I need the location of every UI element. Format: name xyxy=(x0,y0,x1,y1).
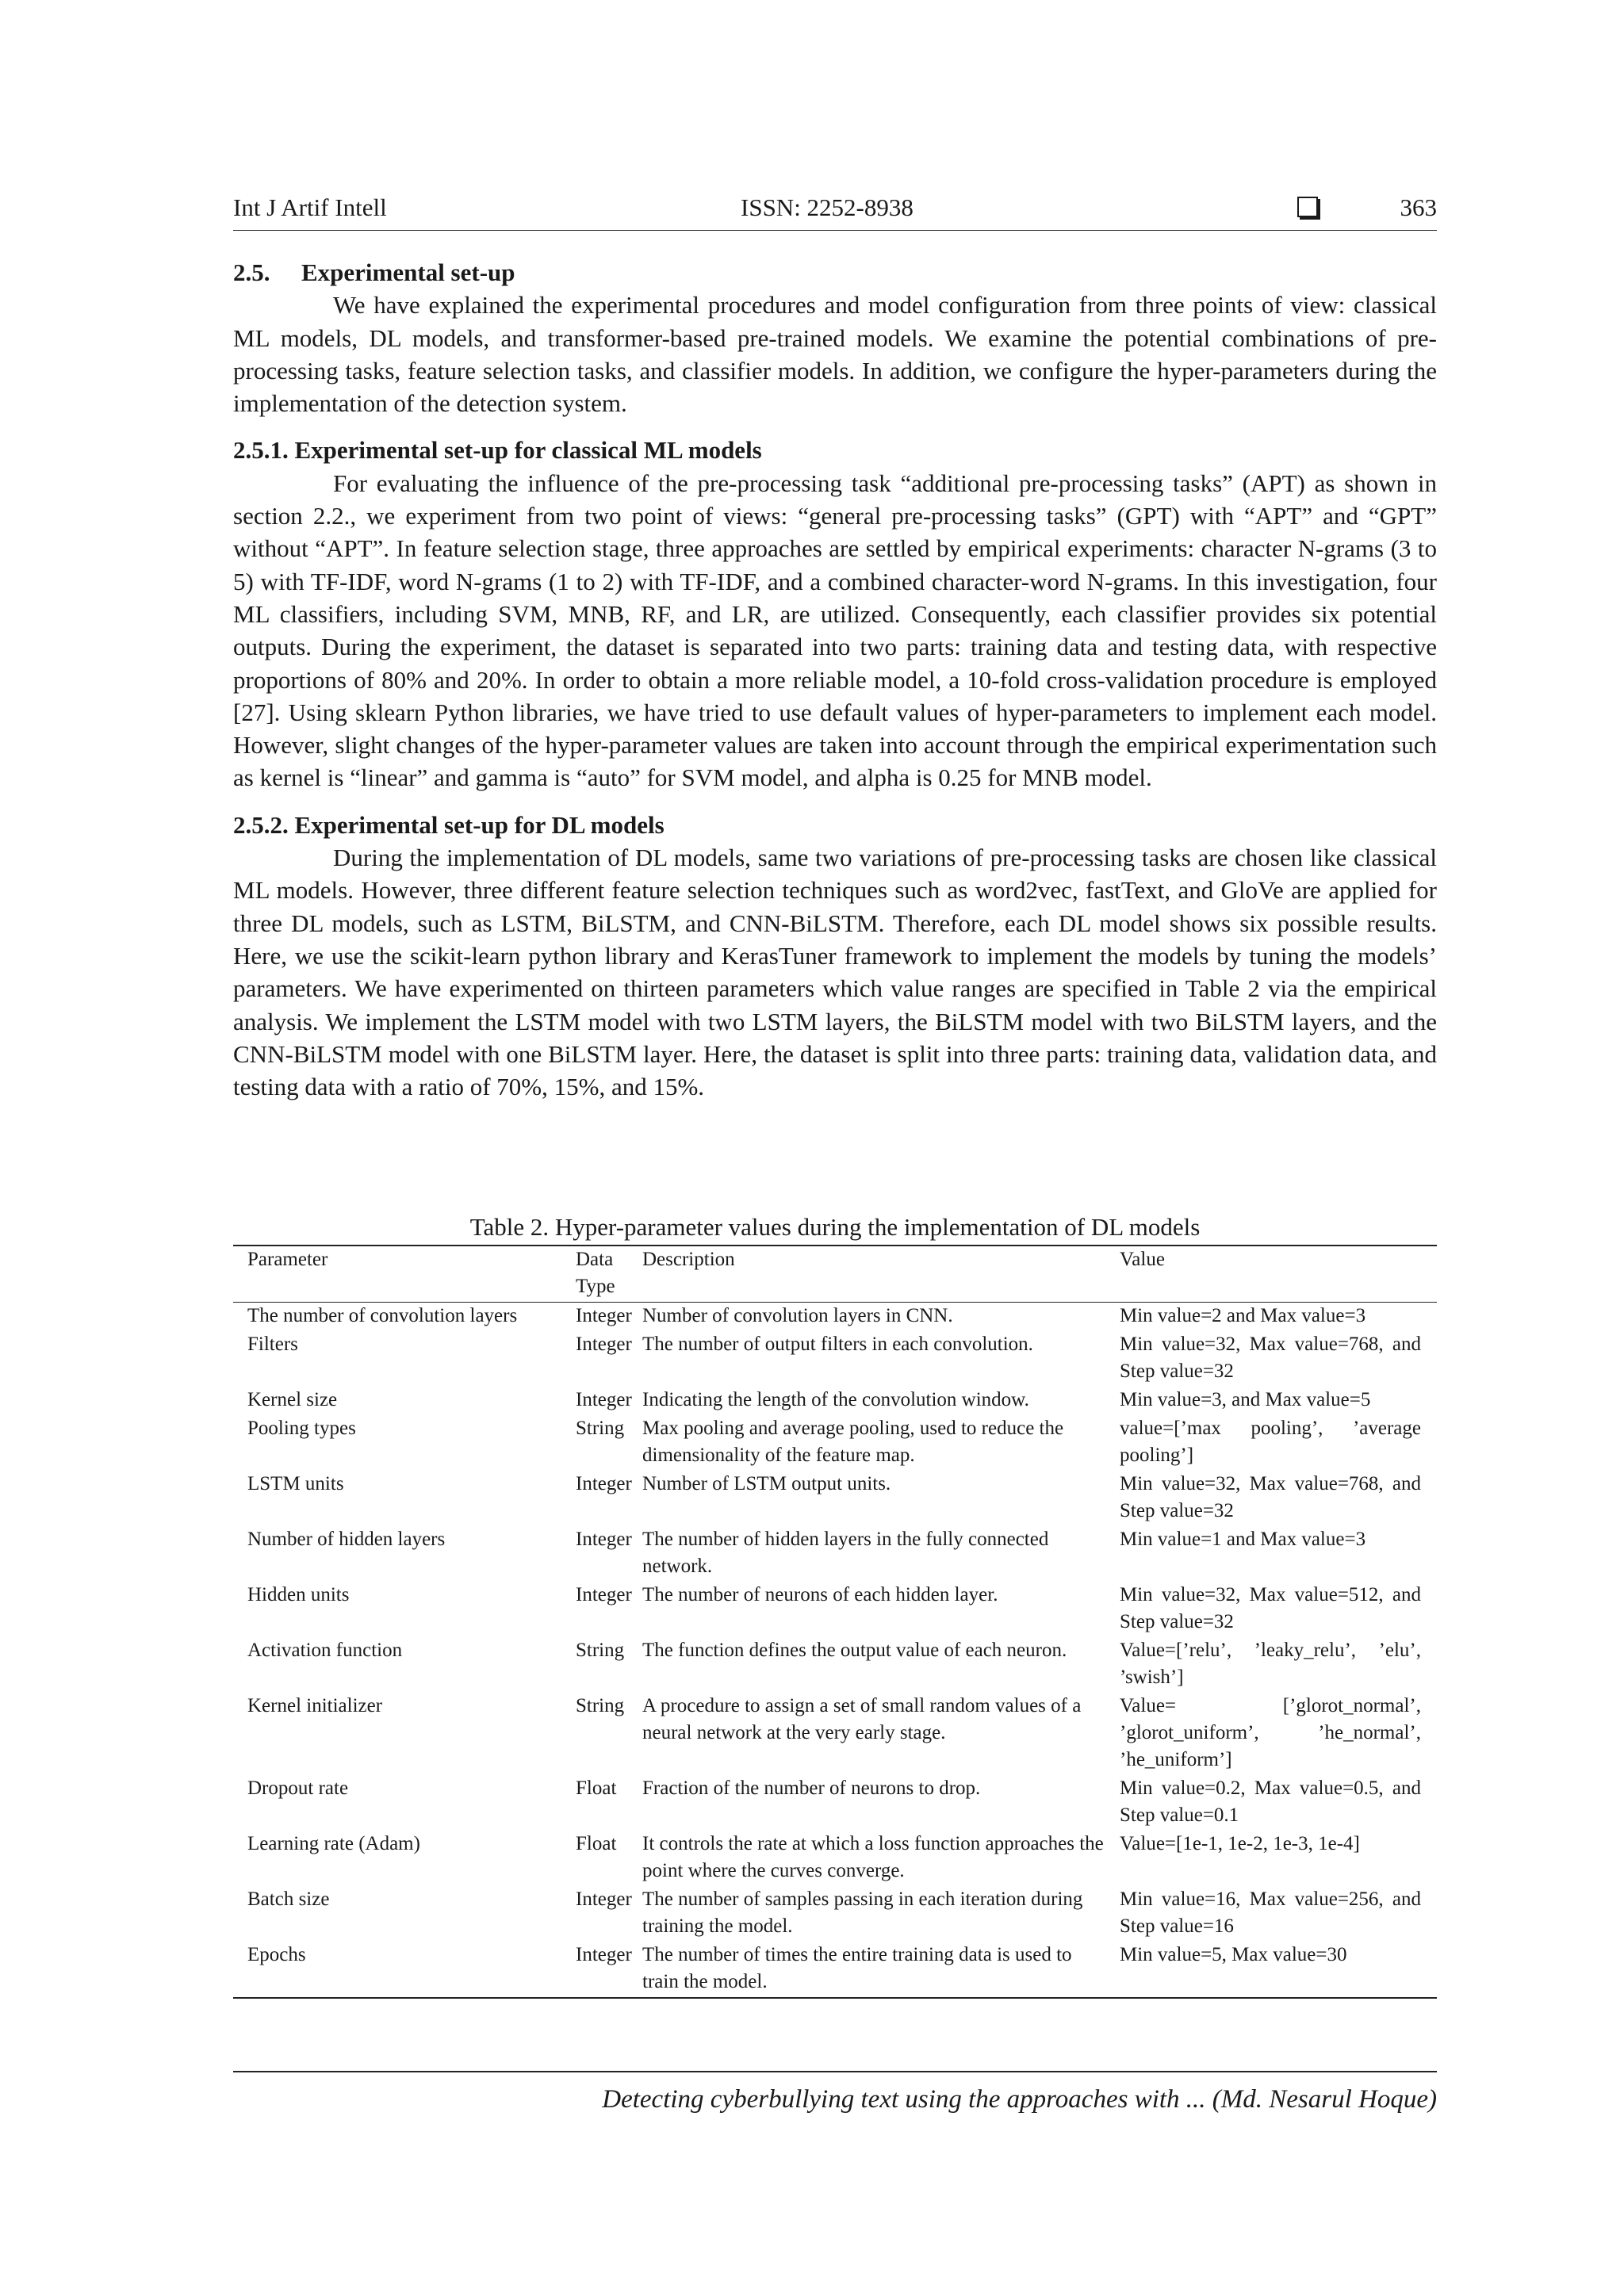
cell-data-type: String xyxy=(576,1695,625,1716)
subsection2-paragraph: During the implementation of DL models, same two variations of pre-processing tasks are chosen like classical ML models. However, three different feature selection techniques such as word2vec, fastText, and GloVe are applied for three DL models, such as LSTM, BiLSTM, and CNN-BiLSTM. Therefore, each DL model shows six possible results. Here, we use the scikit-learn python library and KerasTuner framework to implement the models by tuning the models’ parameters. We have experimented on thirteen parameters which value ranges are specified in Table 2 via the empirical analysis. We implement the LSTM model with two LSTM layers, the BiLSTM model with two BiLSTM layers, and the CNN-BiLSTM model with one BiLSTM layer. Here, the dataset is split into three parts: training data, validation data, and testing data with a ratio of 70%, 15%, and 15%. xyxy=(233,844,1437,1101)
cell-value: Min value=32, Max value=768, and Step value=32 xyxy=(1120,1334,1421,1382)
cell-parameter: Batch size xyxy=(247,1888,330,1910)
cell-value: Min value=32, Max value=768, and Step value=32 xyxy=(1120,1473,1421,1521)
cell-data-type: Integer xyxy=(576,1389,632,1410)
table-row xyxy=(233,1637,1437,1693)
table-header-row xyxy=(233,1246,1437,1303)
cell-data-type: Integer xyxy=(576,1473,632,1494)
cell-description: The function defines the output value of each neuron. xyxy=(642,1640,1067,1661)
page-number: 363 xyxy=(1400,193,1437,221)
cell-description: Number of convolution layers in CNN. xyxy=(642,1305,953,1326)
cell-data-type: Float xyxy=(576,1777,617,1799)
table-2 xyxy=(233,1211,1437,1999)
cell-data-type: Float xyxy=(576,1833,617,1854)
table-row xyxy=(233,1331,1437,1387)
table-row xyxy=(233,1831,1437,1886)
table-row xyxy=(233,1303,1437,1332)
cell-value: Value= [’glorot_normal’, ’glorot_uniform’, ’he_normal’, ’he_uniform’] xyxy=(1120,1695,1421,1770)
cell-description: Indicating the length of the convolution window. xyxy=(642,1389,1029,1410)
subsection1-heading: 2.5.1. Experimental set-up for classical ML models xyxy=(233,436,762,465)
subsection1-paragraph: For evaluating the influence of the pre-processing task “additional pre-processing tasks” (APT) as shown in section 2.2., we experiment from two point of views: “general pre-processing tasks” (GPT) with “APT” and “GPT” without “APT”. In feature selection stage, three approaches are settled by empirical experiments: character N-grams (3 to 5) with TF-IDF, word N-grams (1 to 2) with TF-IDF, and a combined character-word N-grams. In this investigation, four ML classifiers, including SVM, MNB, RF, and LR, are utilized. Consequently, each classifier provides six potential outputs. During the experiment, the dataset is separated into two parts: training data and testing data, with respective proportions of 80% and 20%. In order to obtain a more reliable model, a 10-fold cross-validation procedure is employed [27]. Using sklearn Python libraries, we have tried to use default values of hyper-parameters to implement each model. However, slight changes of the hyper-parameter values are taken into account through the empirical experimentation such as kernel is “linear” and gamma is “auto” for SVM model, and alpha is 0.25 for MNB model. xyxy=(233,469,1437,792)
running-header xyxy=(233,190,1437,225)
cell-description: The number of output filters in each convolution. xyxy=(642,1334,1033,1355)
cell-value: Min value=0.2, Max value=0.5, and Step value=0.1 xyxy=(1120,1777,1421,1826)
cell-description: Max pooling and average pooling, used to reduce the dimensionality of the feature map. xyxy=(642,1418,1064,1466)
cell-description: The number of hidden layers in the fully connected network. xyxy=(642,1529,1049,1577)
cell-data-type: Integer xyxy=(576,1529,632,1550)
footer-rule xyxy=(233,2071,1437,2072)
cell-parameter: Activation function xyxy=(247,1640,403,1661)
subsection2-heading: 2.5.2. Experimental set-up for DL models xyxy=(233,810,665,839)
table-row xyxy=(233,1775,1437,1831)
cell-data-type: Integer xyxy=(576,1305,632,1326)
cell-value: Min value=3, and Max value=5 xyxy=(1120,1389,1371,1410)
cell-data-type: Integer xyxy=(576,1888,632,1910)
cell-description: The number of samples passing in each iteration during training the model. xyxy=(642,1888,1083,1937)
cell-description: The number of neurons of each hidden layer. xyxy=(642,1584,998,1605)
cell-parameter: LSTM units xyxy=(247,1473,344,1494)
cell-data-type: Integer xyxy=(576,1584,632,1605)
cell-value: Min value=2 and Max value=3 xyxy=(1120,1305,1366,1326)
section-title: Experimental set-up xyxy=(301,258,515,286)
cell-value: Min value=16, Max value=256, and Step value=16 xyxy=(1120,1888,1421,1937)
cell-parameter: Learning rate (Adam) xyxy=(247,1833,420,1854)
header-value: Value xyxy=(1120,1249,1165,1270)
cell-description: Number of LSTM output units. xyxy=(642,1473,891,1494)
table-row xyxy=(233,1471,1437,1526)
cell-parameter: Pooling types xyxy=(247,1418,356,1439)
cell-parameter: Dropout rate xyxy=(247,1777,349,1799)
cell-description: A procedure to assign a set of small random values of a neural network at the very early stage. xyxy=(642,1695,1082,1743)
issn: ISSN: 2252-8938 xyxy=(741,193,914,221)
table-row xyxy=(233,1582,1437,1637)
cell-description: Fraction of the number of neurons to drop. xyxy=(642,1777,981,1799)
cell-data-type: String xyxy=(576,1418,625,1439)
cell-value: Value=[’relu’, ’leaky_relu’, ’elu’, ’swish’] xyxy=(1120,1640,1421,1688)
table-row xyxy=(233,1387,1437,1415)
table-row xyxy=(233,1526,1437,1582)
header-description: Description xyxy=(642,1249,735,1270)
cell-data-type: String xyxy=(576,1640,625,1661)
cell-parameter: The number of convolution layers xyxy=(247,1305,518,1326)
table-row xyxy=(233,1886,1437,1942)
cell-parameter: Filters xyxy=(247,1334,298,1355)
section-number: 2.5. xyxy=(233,258,270,286)
cell-parameter: Kernel initializer xyxy=(247,1695,383,1716)
cell-data-type: Integer xyxy=(576,1944,632,1965)
header-parameter: Parameter xyxy=(247,1249,328,1270)
cell-parameter: Hidden units xyxy=(247,1584,350,1605)
table-caption: Table 2. Hyper-parameter values during the implementation of DL models xyxy=(469,1213,1201,1241)
hyperparameter-table xyxy=(233,1245,1437,1999)
cell-value: Min value=5, Max value=30 xyxy=(1120,1944,1347,1965)
table-row xyxy=(233,1942,1437,1998)
table-row xyxy=(233,1693,1437,1775)
cell-parameter: Epochs xyxy=(247,1944,306,1965)
body-text xyxy=(233,256,1437,1103)
cell-value: Min value=32, Max value=512, and Step value=32 xyxy=(1120,1584,1421,1632)
cell-parameter: Kernel size xyxy=(247,1389,338,1410)
journal-name: Int J Artif Intell xyxy=(233,193,387,221)
section-heading xyxy=(233,256,1437,289)
section-paragraph: We have explained the experimental procedures and model configuration from three points of view: classical ML models, DL models, and transformer-based pre-trained models. We examine the potential combinations of pre-processing tasks, feature selection tasks, and classifier models. In addition, we configure the hyper-parameters during the implementation of the detection system. xyxy=(233,291,1437,418)
cell-value: value=[’max pooling’, ’average pooling’] xyxy=(1120,1418,1421,1466)
cell-description: The number of times the entire training data is used to train the model. xyxy=(642,1944,1072,1992)
cell-data-type: Integer xyxy=(576,1334,632,1355)
table-body xyxy=(233,1303,1437,1999)
header-data-type: Data Type xyxy=(576,1249,615,1297)
cell-parameter: Number of hidden layers xyxy=(247,1529,446,1550)
square-icon xyxy=(1297,197,1318,217)
cell-value: Value=[1e-1, 1e-2, 1e-3, 1e-4] xyxy=(1120,1833,1360,1854)
header-rule xyxy=(233,230,1437,231)
table-row xyxy=(233,1415,1437,1471)
cell-value: Min value=1 and Max value=3 xyxy=(1120,1529,1366,1550)
running-footer: Detecting cyberbullying text using the approaches with ... (Md. Nesarul Hoque) xyxy=(602,2085,1437,2114)
cell-description: It controls the rate at which a loss function approaches the point where the curves converge. xyxy=(642,1833,1104,1881)
